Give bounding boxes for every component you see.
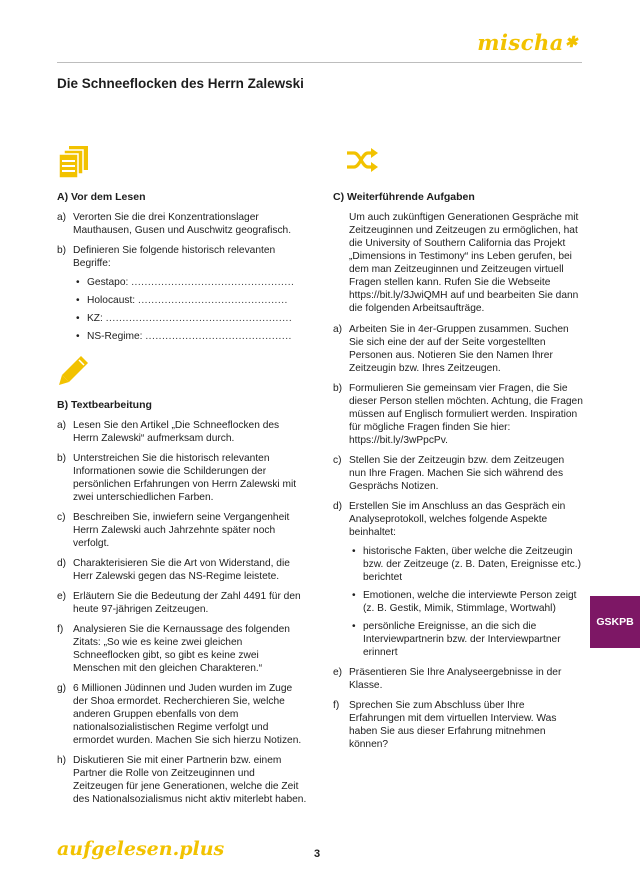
- list-item: h) Diskutieren Sie mit einer Partnerin bzw. einem Partner die Rolle von Zeitzeuginnen und Zeitzeugen für jene Generationen, welche die Zeit des Nationalsozialismus nicht aktiv miterlebt haben.: [57, 755, 307, 805]
- section-a-title: A) Vor dem Lesen: [57, 191, 146, 203]
- term-item: • Gestapo: .................................................: [73, 276, 307, 289]
- list-item: f) Sprechen Sie zum Abschluss über Ihre Erfahrungen mit dem virtuellen Interview. Was haben Sie aus dieser Erfahrung mitnehmen können?: [333, 700, 557, 750]
- list-item: c) Beschreiben Sie, inwiefern seine Vergangenheit Herrn Zalewski auch Jahrzehnte später noch verfolgt.: [57, 512, 290, 549]
- aspect-list: [349, 545, 583, 659]
- list-item: e) Erläutern Sie die Bedeutung der Zahl 4491 für den heute 97-jährigen Zeitzeugen.: [57, 591, 301, 615]
- section-b-list: [57, 419, 307, 806]
- pencil-icon: [57, 353, 307, 399]
- list-item: f) Analysieren Sie die Kernaussage des folgenden Zitats: „So wie es keine zwei gleichen Schneeflocken gibt, so gibt es keine zwei Menschen mit den gleichen Charakteren.“: [57, 624, 290, 674]
- section-c-intro: Um auch zukünftigen Generationen Gespräche mit Zeitzeuginnen und Zeitzeugen zu ermöglichen, hat die University of Southern California das Projekt „Dimensions in Testimony“ ins Leben gerufen, bei dem man Zeitzeuginnen und Zeitzeugen virtuell Fragen stellen kann. Rufen Sie die Webseite https://bit.ly/3JwiQMH auf und bearbeiten Sie dann die folgenden Arbeitsaufträge.: [349, 212, 579, 314]
- term-item: • Holocaust: .............................................: [73, 294, 307, 307]
- list-item: b) Formulieren Sie gemeinsam vier Fragen, die Sie dieser Person stellen möchten. Achtung, die Fragen müssen auf Englisch formuliert werden. Inspiration für mögliche Fragen finden Sie hier: https://bit.ly/3wPpcPv.: [333, 383, 583, 446]
- list-item: d) Erstellen Sie im Anschluss an das Gespräch ein Analyseprotokoll, welches folgende Aspekte beinhaltet: • historische Fakten, über welche die Zeitzeugin bzw. der Zeitzeuge (z. B. Daten, Ereignisse etc.) berichtet • Emotionen, welche die interviewte Person zeigt (z. B. Gestik, Mimik, Stimmlage, Wortwahl) • persönliche Ereignisse, an die sich die Interviewpartnerin bzw. der Interviewpartner erinnert: [333, 500, 583, 659]
- mischa-logo: mischa✱: [477, 30, 578, 55]
- aspect-item: • Emotionen, welche die interviewte Person zeigt (z. B. Gestik, Mimik, Stimmlage, Wortwahl): [349, 589, 583, 615]
- section-b-title: B) Textbearbeitung: [57, 399, 152, 411]
- term-item: • KZ: ........................................................: [73, 312, 307, 325]
- section-c-list: [333, 323, 583, 751]
- documents-icon: [57, 145, 307, 191]
- list-item: b) Unterstreichen Sie die historisch relevanten Informationen sowie die Schilderungen der persönlichen Erfahrungen von Herrn Zalewski mit zwei unterschiedlichen Farben.: [57, 453, 297, 503]
- list-item: a) Verorten Sie die drei Konzentrationslager Mauthausen, Gusen und Auschwitz geografisch.: [57, 212, 292, 236]
- list-item: a) Arbeiten Sie in 4er-Gruppen zusammen. Suchen Sie sich eine der auf der Seite vorgestellten Personen aus. Notieren Sie den Namen Ihrer Zeitzeugin bzw. Ihres Zeitzeugen.: [333, 324, 569, 374]
- left-column: [57, 145, 307, 813]
- list-item: e) Präsentieren Sie Ihre Analyseergebnisse in der Klasse.: [333, 667, 562, 691]
- list-item: c) Stellen Sie der Zeitzeugin bzw. dem Zeitzeugen nun Ihre Fragen. Machen Sie sich während des Gesprächs Notizen.: [333, 455, 565, 492]
- right-column: [333, 145, 583, 758]
- list-item: b) Definieren Sie folgende historisch relevanten Begriffe: • Gestapo: ................................................. • Holocaust: ............................................. • KZ: ........................................................ • NS-Regime: ............................................: [57, 244, 307, 343]
- shuffle-icon: [333, 145, 583, 191]
- aufgelesen-logo: aufgelesen.plus: [57, 838, 225, 860]
- list-item: a) Lesen Sie den Artikel „Die Schneeflocken des Herrn Zalewski“ aufmerksam durch.: [57, 420, 280, 444]
- term-item: • NS-Regime: ............................................: [73, 330, 307, 343]
- section-c-title: C) Weiterführende Aufgaben: [333, 191, 475, 203]
- page-number: 3: [314, 848, 321, 860]
- section-a-list: [57, 211, 307, 343]
- term-list: [73, 276, 307, 343]
- subject-tab: GSKPB: [590, 596, 640, 648]
- star-icon: ✱: [564, 33, 578, 51]
- header-divider: [57, 62, 582, 63]
- list-item: g) 6 Millionen Jüdinnen und Juden wurden im Zuge der Shoa ermordet. Recherchieren Sie, welche anderen Gruppen ebenfalls von dem nationalsozialistischen Regime verfolgt und ermordet wurden. Machen Sie sich hierzu Notizen.: [57, 683, 302, 746]
- aspect-item: • historische Fakten, über welche die Zeitzeugin bzw. der Zeitzeuge (z. B. Daten, Ereignisse etc.) berichtet: [349, 545, 583, 584]
- list-item: d) Charakterisieren Sie die Art von Widerstand, die Herr Zalewski gegen das NS-Regime leistete.: [57, 558, 290, 582]
- page-title: Die Schneeflocken des Herrn Zalewski: [57, 76, 304, 91]
- aspect-item: • persönliche Ereignisse, an die sich die Interviewpartnerin bzw. der Interviewpartner erinnert: [349, 620, 583, 659]
